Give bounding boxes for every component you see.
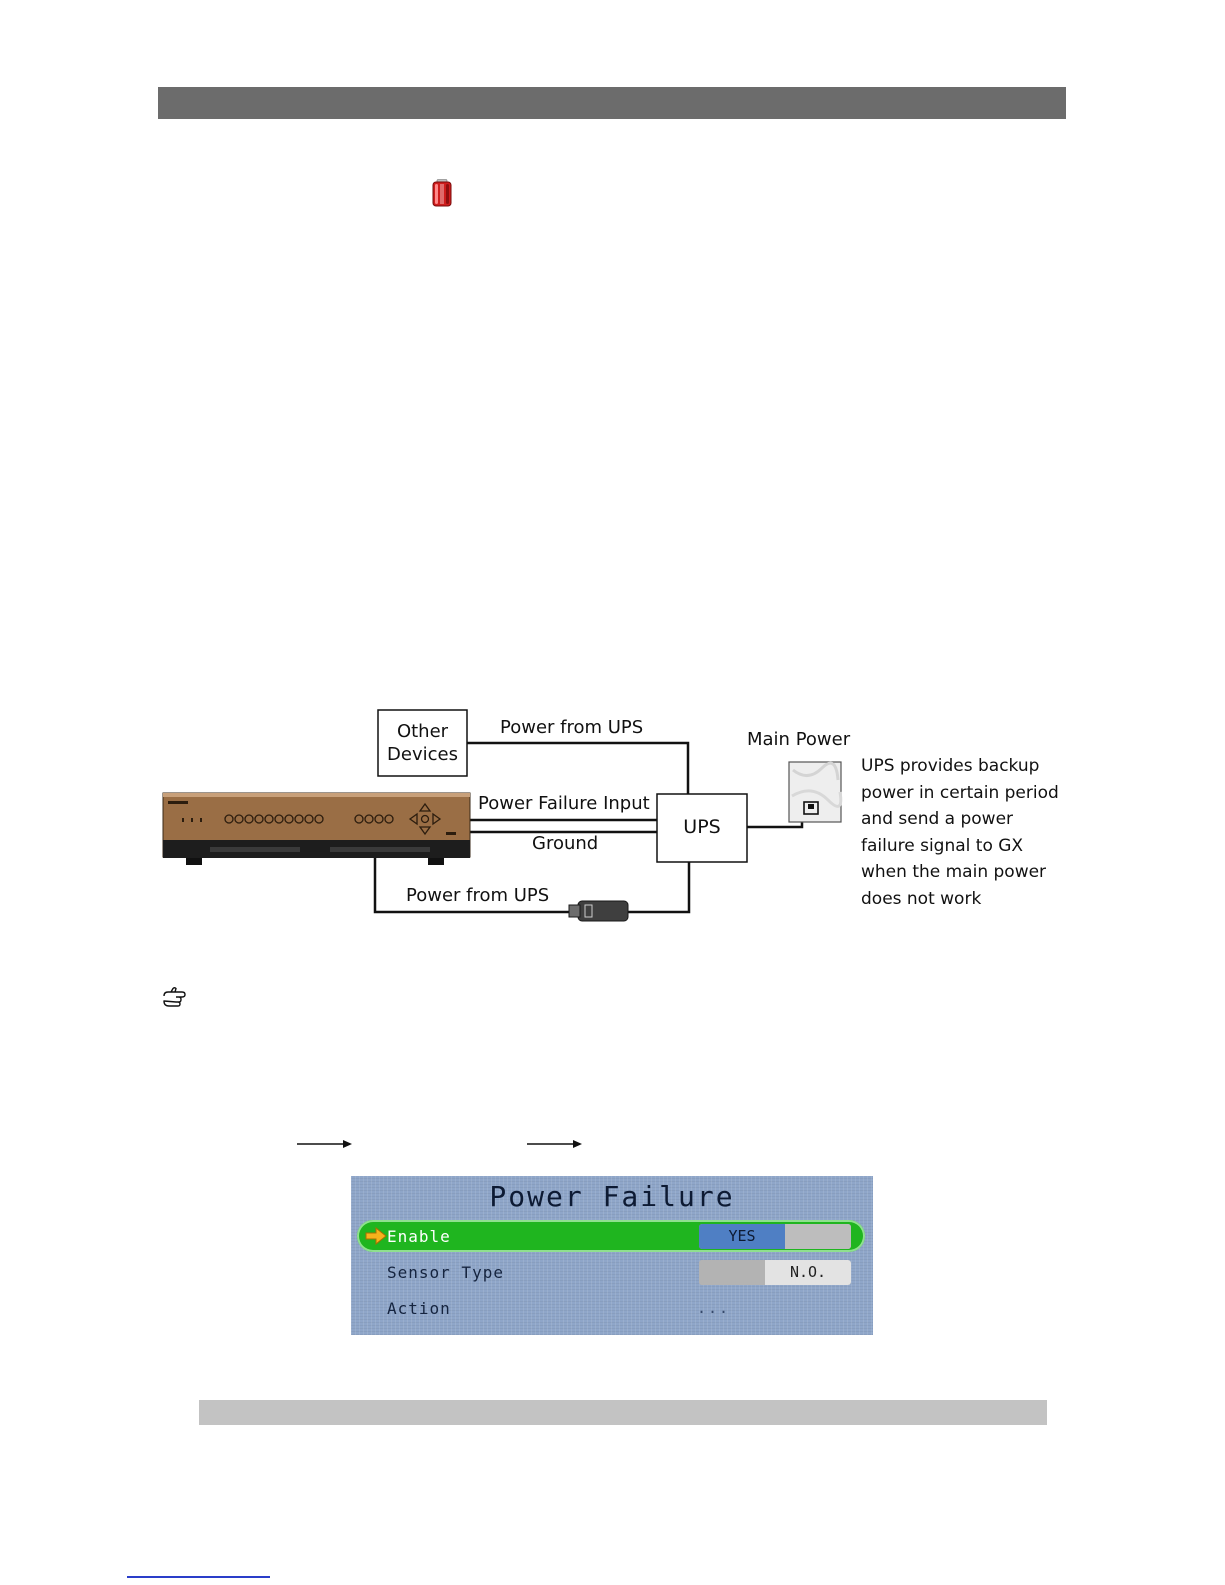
pointing-hand-icon: [162, 987, 192, 1009]
battery-icon: [431, 179, 453, 207]
arrow-icon: [527, 1139, 583, 1149]
sensor-type-value: N.O.: [765, 1260, 851, 1285]
ups-note-line: does not work: [861, 888, 982, 909]
toggle-off-segment: [699, 1260, 765, 1285]
other-devices-line1: Other: [396, 721, 449, 742]
sensor-type-toggle[interactable]: [699, 1260, 851, 1285]
sensor-type-label: Sensor Type: [387, 1263, 504, 1282]
power-failure-input-label: Power Failure Input: [478, 793, 650, 814]
header-bar: [158, 87, 1066, 119]
toggle-off-segment: [785, 1224, 851, 1249]
other-devices-label: [378, 720, 467, 766]
footer-bar: [199, 1400, 1047, 1425]
ups-note-line: and send a power: [861, 809, 1014, 829]
power-line-top: [467, 743, 688, 794]
enable-label: Enable: [387, 1227, 451, 1246]
ground-label: Ground: [532, 833, 599, 854]
arrow-icon: [297, 1139, 353, 1149]
enable-toggle[interactable]: [699, 1224, 851, 1249]
action-label: Action: [387, 1299, 451, 1318]
sensor-type-row[interactable]: [357, 1256, 865, 1288]
ups-label: UPS: [683, 816, 721, 838]
ups-note-line: power in certain period: [861, 782, 1059, 803]
ups-note-line: failure signal to GX: [861, 835, 1024, 856]
ups-note-line: when the main power: [861, 862, 1047, 882]
other-devices-line2: Devices: [387, 744, 458, 765]
power-failure-menu: [351, 1176, 873, 1335]
dvr-device: [163, 793, 470, 865]
action-value[interactable]: ...: [697, 1299, 731, 1317]
enable-row[interactable]: [357, 1220, 865, 1252]
power-from-ups-top-label: Power from UPS: [500, 717, 644, 738]
action-row[interactable]: [357, 1292, 865, 1324]
ups-connection-diagram: [160, 700, 1070, 940]
enable-value: YES: [699, 1224, 785, 1249]
footer-link-underline[interactable]: [127, 1576, 270, 1578]
menu-title: Power Failure: [489, 1180, 735, 1213]
power-from-ups-bottom-label: Power from UPS: [406, 885, 550, 906]
ups-note: [861, 753, 1071, 912]
main-power-label: Main Power: [747, 729, 851, 750]
arrow-pointer-icon: [365, 1227, 387, 1245]
ups-note-line: UPS provides backup: [861, 756, 1040, 776]
